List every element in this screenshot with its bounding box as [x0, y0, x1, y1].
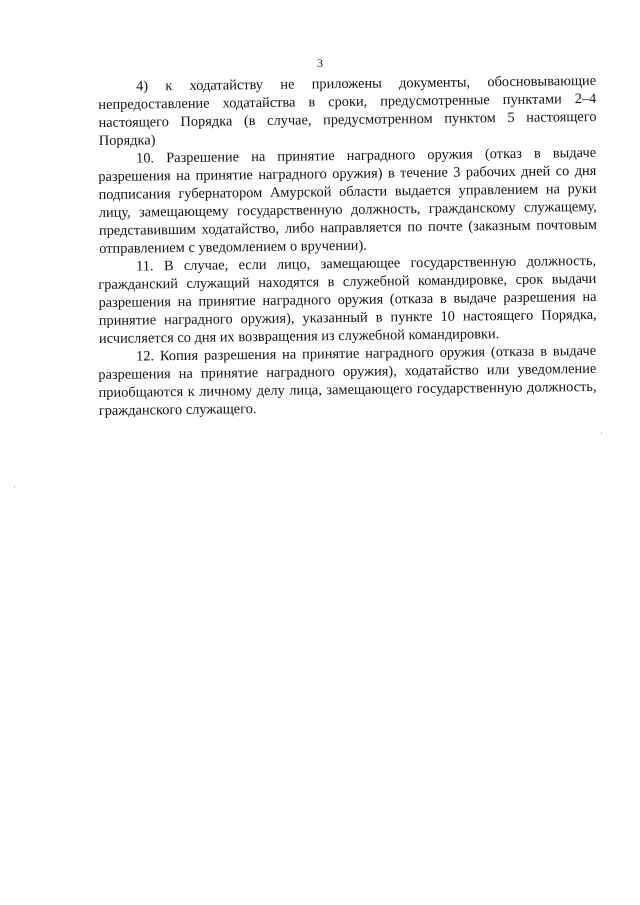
page-number: 3 — [317, 56, 323, 70]
paragraph-item-4: 4) к ходатайству не приложены документы, обосновывающие непредоставление ходатайства в сроки, предусмотренные пунктами 2–4 настоящего Порядка (в случае, предусмотренном пунктом 5 настоящего Порядка) — [98, 72, 597, 149]
scan-speck — [601, 432, 602, 434]
paragraph-item-11: 11. В случае, если лицо, замещающее государственную должность, гражданский служащий находятся в служебной командировке, срок выдачи разрешения на принятие наградного оружия (отказа в выдаче разрешения на принятие наградного оружия), указанный в пункте 10 настоящего Порядка, исчисляется со дня их возвращения из служебной командировки. — [98, 252, 597, 347]
paragraph-item-12: 12. Копия разрешения на принятие наградного оружия (отказа в выдаче разрешения на принятие наградного оружия), ходатайство или уведомление приобщаются к личному делу лица, замещающего государственную должность, гражданского служащего. — [98, 342, 597, 419]
paragraph-item-10: 10. Разрешение на принятие наградного оружия (отказ в выдаче разрешения на принятие наградного оружия) в течение 3 рабочих дней со дня подписания губернатором Амурской области выдается управлением на руки лицу, замещающему государственную должность, гражданскому служащему, представившим ходатайство, либо направляется по почте (заказным почтовым отправлением с уведомлением о вручении). — [98, 144, 598, 257]
document-body — [98, 72, 598, 420]
scan-speck — [14, 486, 15, 488]
